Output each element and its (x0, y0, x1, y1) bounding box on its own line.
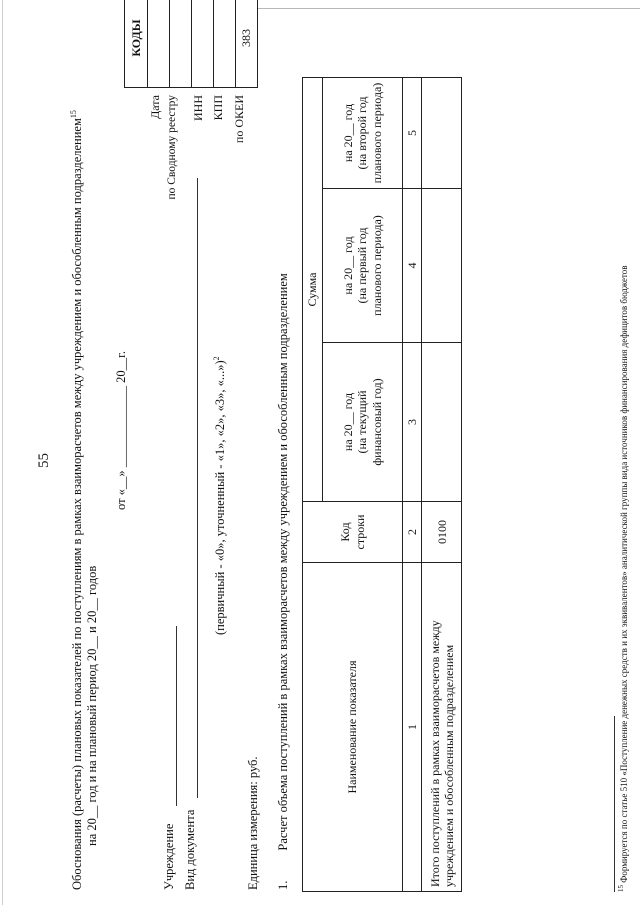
form-title (69, 110, 85, 890)
codes-table (124, 0, 258, 88)
col-number-4: 4 (403, 189, 422, 343)
footnote (617, 266, 630, 893)
sum-col-2-l2: (на первый год (355, 227, 370, 304)
sum-col-1-l3: финансовый год) (369, 378, 384, 466)
code-label-inn: ИНН (191, 95, 205, 121)
codes-header: КОДЫ (125, 0, 148, 88)
footnote-mark: 15 (617, 885, 625, 892)
header-sum-year-second (323, 78, 403, 189)
row-total-value-current[interactable] (422, 343, 462, 502)
header-sum: Сумма (303, 78, 323, 502)
code-label-kpp: КПП (211, 95, 225, 121)
col-number-5: 5 (403, 78, 422, 189)
header-sum-year-current (323, 343, 403, 502)
doc-type-note (212, 356, 228, 635)
table-row (422, 78, 462, 892)
code-label-date: Дата (148, 95, 162, 119)
scan-edge-left (2, 0, 3, 905)
section-heading (276, 273, 291, 890)
code-date-cell[interactable] (148, 0, 170, 88)
sum-col-2-l1: на 20__ год (340, 236, 355, 295)
doc-type-label: Вид документа (183, 809, 197, 890)
title-footnote-mark: 15 (69, 110, 78, 119)
code-labels (122, 93, 246, 208)
code-kpp-cell[interactable] (214, 0, 236, 88)
header-sum-year-first (323, 189, 403, 343)
doc-type-field[interactable] (197, 178, 198, 798)
row-total-value-second[interactable] (422, 78, 462, 189)
col-number-1: 1 (403, 563, 422, 892)
code-inn-cell[interactable] (192, 0, 214, 88)
header-line-code: Код строки (303, 502, 403, 563)
sum-col-1-l2: (на текущий (355, 390, 370, 454)
col-number-3: 3 (403, 343, 422, 502)
code-registry-cell[interactable] (170, 0, 192, 88)
code-okei-cell: 383 (236, 0, 258, 88)
unit-label: Единица измерения: руб. (246, 756, 260, 890)
institution-label: Учреждение (162, 823, 176, 890)
sum-col-3-l3: планового периода) (369, 82, 384, 184)
sum-col-3-l1: на 20__ год (340, 103, 355, 163)
sum-col-1-l1: на 20__ год (340, 392, 355, 452)
date-line: от «__» _____________ 20__г. (114, 350, 128, 510)
doc-type-note-sup: 2 (212, 356, 221, 361)
col-number-2: 2 (403, 502, 422, 563)
form-title-text: Обоснования (расчеты) плановых показателей по поступлениям в рамках взаиморасчетов между учреждением и обособленным подразделением (70, 118, 85, 890)
footnote-text: Формируется по статье 510 «Поступление денежных средств и их эквивалентов» аналитической группы вида источников финансирования дефицитов бюджетов (619, 265, 629, 883)
calculation-table (302, 77, 462, 892)
header-indicator-name: Наименование показателя (303, 563, 403, 892)
sum-col-3-l2: (на второй год (355, 96, 370, 170)
footnote-separator (614, 716, 615, 892)
doc-type-note-text: (первичный - «0», уточненный - «1», «2», «3», «...») (213, 360, 228, 635)
rotated-form (66, 8, 640, 898)
row-total-code: 0100 (422, 502, 462, 563)
section-title: Расчет объема поступлений в рамках взаиморасчетов между учреждением и обособленным подразделением (276, 273, 290, 851)
period-line: на 20__ год и на плановый период 20__ и 20__ годов (85, 565, 99, 846)
row-total-name: Итого поступлений в рамках взаиморасчетов между учреждением и обособленным подразделением (422, 563, 462, 892)
code-label-okei: по ОКЕИ (232, 95, 246, 144)
row-total-value-first[interactable] (422, 189, 462, 343)
institution-field[interactable] (176, 626, 177, 806)
page-number: 55 (36, 453, 52, 468)
sum-col-2-l3: планового периода) (369, 215, 384, 316)
section-number: 1. (276, 880, 290, 890)
code-label-registry: по Сводному реестру (166, 95, 178, 200)
